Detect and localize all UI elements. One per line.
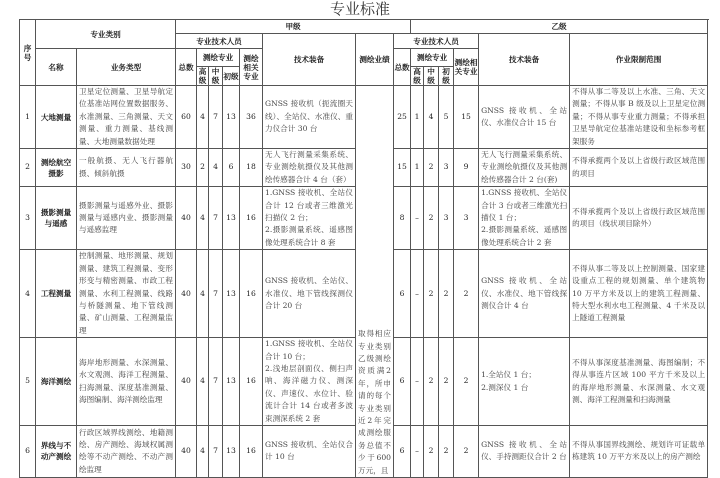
a-equipment: 1.GNSS 接收机、全站仪合计 12 台或者三维激光扫描仪 2 台； 2.摄影测量系统、遥感图像处理系统合计 8 套 (263, 187, 356, 250)
header-b-staff: 专业技术人员 (394, 34, 479, 49)
b-junior: 2 (439, 250, 454, 338)
header-a-senior: 高级 (197, 67, 209, 86)
b-senior: 1 (411, 149, 424, 187)
b-total: 6 (394, 250, 411, 338)
b-senior: 1 (411, 86, 424, 149)
b-equipment: GNSS 接收机、全站仪、水准仪、地下管线探测仪合计 4 台 (479, 250, 570, 338)
b-limit: 不得从事国界线测绘、规划许可证载单栋建筑 10 万平方米及以上的房产测绘 (570, 425, 708, 477)
header-grade-a: 甲级 (176, 20, 411, 34)
a-equipment: 1.GNSS 接收机、全站仪合计 10 台； 2.浅地层剖面仪、侧扫声呐、海洋磁力仪、测深仪、声速仪、水位计、验流计合计 14 台或者多波束测深系统 2 套 (263, 338, 356, 426)
a-middle: 7 (209, 86, 223, 149)
a-total: 40 (176, 425, 197, 477)
a-junior: 13 (223, 338, 240, 426)
row-name: 测绘航空摄影 (36, 149, 77, 187)
a-related: 16 (240, 250, 263, 338)
row-name: 界线与不动产测绘 (36, 425, 77, 477)
row-name: 大地测量 (36, 86, 77, 149)
b-middle: 4 (424, 86, 439, 149)
b-related: 2 (454, 250, 479, 338)
a-total: 30 (176, 149, 197, 187)
header-grade-b: 乙级 (411, 20, 708, 34)
b-limit: 不得从事二等及以上水准、三角、天文测量；不得从事 B 级及以上卫星定位测量；不得从事专业重力测量；不得承担卫星导航定位基准站建设和坐标参考框架服务 (570, 86, 708, 149)
a-related: 16 (240, 425, 263, 477)
qualification-standards-table (19, 19, 708, 478)
a-middle: 4 (209, 149, 223, 187)
b-middle: 2 (424, 425, 439, 477)
row-business: 控制测量、地形测量、规划测量、建筑工程测量、变形形变与精密测量、市政工程测量、水利工程测量、线路与桥隧测量、地下管线测量、矿山测量、工程测量监理 (77, 250, 176, 338)
b-junior: 5 (439, 86, 454, 149)
a-total: 40 (176, 250, 197, 338)
row-name: 海洋测绘 (36, 338, 77, 426)
header-a-staff: 专业技术人员 (176, 34, 263, 49)
header-a-junior: 初级 (223, 67, 240, 86)
b-related: 2 (454, 338, 479, 426)
a-senior: 4 (197, 250, 209, 338)
b-equipment: 1.全站仪 1 台； 2.测深仪 1 台 (479, 338, 570, 426)
header-performance: 测绘业绩 (356, 34, 394, 86)
header-b-equipment: 技术装备 (479, 34, 570, 86)
row-name: 摄影测量与遥感 (36, 187, 77, 250)
b-limit: 不得承揽两个及以上省级行政区域范围的项目 (570, 149, 708, 187)
a-junior: 13 (223, 425, 240, 477)
header-seq: 序号 (20, 20, 36, 86)
a-related: 16 (240, 187, 263, 250)
a-senior: 4 (197, 338, 209, 426)
header-a-equipment: 技术装备 (263, 34, 356, 86)
a-related: 36 (240, 86, 263, 149)
header-a-survey-major: 测绘专业 (197, 49, 240, 67)
a-middle: 7 (209, 250, 223, 338)
b-related: 3 (454, 187, 479, 250)
row-business: 一般航摄、无人飞行器航摄、倾斜航摄 (77, 149, 176, 187)
header-business: 业务类型 (77, 49, 176, 86)
b-related: 15 (454, 86, 479, 149)
a-senior: 4 (197, 86, 209, 149)
table-body (20, 86, 708, 478)
a-total: 40 (176, 338, 197, 426)
header-a-total: 总数 (176, 49, 197, 86)
row-seq: 1 (20, 86, 36, 149)
row-seq: 4 (20, 250, 36, 338)
row-seq: 6 (20, 425, 36, 477)
header-name: 名称 (36, 49, 77, 86)
a-senior: 4 (197, 187, 209, 250)
a-total: 60 (176, 86, 197, 149)
row-seq: 5 (20, 338, 36, 426)
b-junior: 2 (439, 338, 454, 426)
b-total: 8 (394, 187, 411, 250)
header-b-survey-major: 测绘专业 (411, 49, 454, 67)
a-middle: 7 (209, 425, 223, 477)
b-senior: – (411, 338, 424, 426)
b-middle: 2 (424, 250, 439, 338)
row-business: 摄影测量与遥感外业、摄影测量与遥感内业、摄影测量与遥感监理 (77, 187, 176, 250)
header-a-related: 测绘相关专业 (240, 49, 263, 86)
header-b-junior: 初级 (439, 67, 454, 86)
a-senior: 2 (197, 149, 209, 187)
header-b-related: 测绘相关专业 (454, 49, 479, 86)
a-equipment: GNSS 接收机、全站仪、水准仪、地下管线探测仪合计 20 台 (263, 250, 356, 338)
a-senior: 4 (197, 425, 209, 477)
header-b-total: 总数 (394, 49, 411, 86)
a-junior: 6 (223, 149, 240, 187)
b-junior: 3 (439, 187, 454, 250)
b-limit: 不得从事深度基准测量、海图编制；不得从事连片区域 100 平方千米及以上的海岸地形测量、水深测量、水文观测、海洋工程测量和扫海测量 (570, 338, 708, 426)
a-total: 40 (176, 187, 197, 250)
table-row (20, 86, 708, 149)
b-total: 15 (394, 149, 411, 187)
a-performance: 取得相应专业类别乙级测绘资质满2年，所申请的每个专业类别近2年完成测绘服务总值不少于600万元，且 (356, 86, 394, 478)
a-junior: 13 (223, 250, 240, 338)
b-related: 2 (454, 425, 479, 477)
b-senior: – (411, 187, 424, 250)
header-a-middle: 中级 (209, 67, 223, 86)
a-equipment: GNSS 接收机、全站仪合计 10 台 (263, 425, 356, 477)
b-equipment: GNSS 接收机、全站仪、水准仪合计 15 台 (479, 86, 570, 149)
b-limit: 不得承揽两个及以上省级行政区域范围的项目（线状项目除外） (570, 187, 708, 250)
a-related: 18 (240, 149, 263, 187)
b-related: 9 (454, 149, 479, 187)
b-senior: – (411, 250, 424, 338)
a-junior: 13 (223, 86, 240, 149)
b-total: 6 (394, 338, 411, 426)
a-related: 16 (240, 338, 263, 426)
b-equipment: 1.GNSS 接收机、全站仪合计 3 台或者三维激光扫描仪 1 台； 2.摄影测量系统、遥感图像处理系统合计 2 套 (479, 187, 570, 250)
row-business: 卫星定位测量、卫星导航定位基准站网位置数据服务、水准测量、三角测量、天文测量、重力测量、基线测量、大地测量数据处理 (77, 86, 176, 149)
b-junior: 2 (439, 425, 454, 477)
b-middle: 2 (424, 338, 439, 426)
row-business: 行政区域界线测绘、地籍测绘、房产测绘、海域权属测绘等不动产测绘、不动产测绘监理 (77, 425, 176, 477)
b-total: 25 (394, 86, 411, 149)
row-seq: 3 (20, 187, 36, 250)
page-title: 专业标准 (329, 0, 390, 18)
b-equipment: GNSS 接收机、全站仪、手持测距仪合计 2 台 (479, 425, 570, 477)
row-business: 海岸地形测量、水深测量、水文观测、海洋工程测量、扫海测量、深度基准测量、海图编制、海洋测绘监理 (77, 338, 176, 426)
row-seq: 2 (20, 149, 36, 187)
a-equipment: 无人飞行测量采集系统、专业测绘航摄仪及其他测绘传感器合计 4 台（套） (263, 149, 356, 187)
b-middle: 2 (424, 149, 439, 187)
row-name: 工程测量 (36, 250, 77, 338)
a-middle: 7 (209, 338, 223, 426)
b-limit: 不得从事二等及以上控制测量、国家建设重点工程的规划测量、单个建筑物 10 万平方米及以上的建筑工程测量、特大型水利水电工程测量、4 千米及以上隧道工程测量 (570, 250, 708, 338)
header-b-senior: 高级 (411, 67, 424, 86)
header-limit: 作业限制范围 (570, 34, 708, 86)
b-middle: 2 (424, 187, 439, 250)
b-senior: – (411, 425, 424, 477)
a-junior: 13 (223, 187, 240, 250)
a-middle: 7 (209, 187, 223, 250)
header-b-middle: 中级 (424, 67, 439, 86)
header-category: 专业类别 (36, 20, 176, 49)
a-equipment: GNSS 接收机（扼流圈天线）、全站仪、水准仪、重力仪合计 30 台 (263, 86, 356, 149)
b-equipment: 无人飞行测量采集系统、专业测绘航摄仪及其他测绘传感器合计 2 台(套) (479, 149, 570, 187)
b-total: 6 (394, 425, 411, 477)
b-junior: 3 (439, 149, 454, 187)
